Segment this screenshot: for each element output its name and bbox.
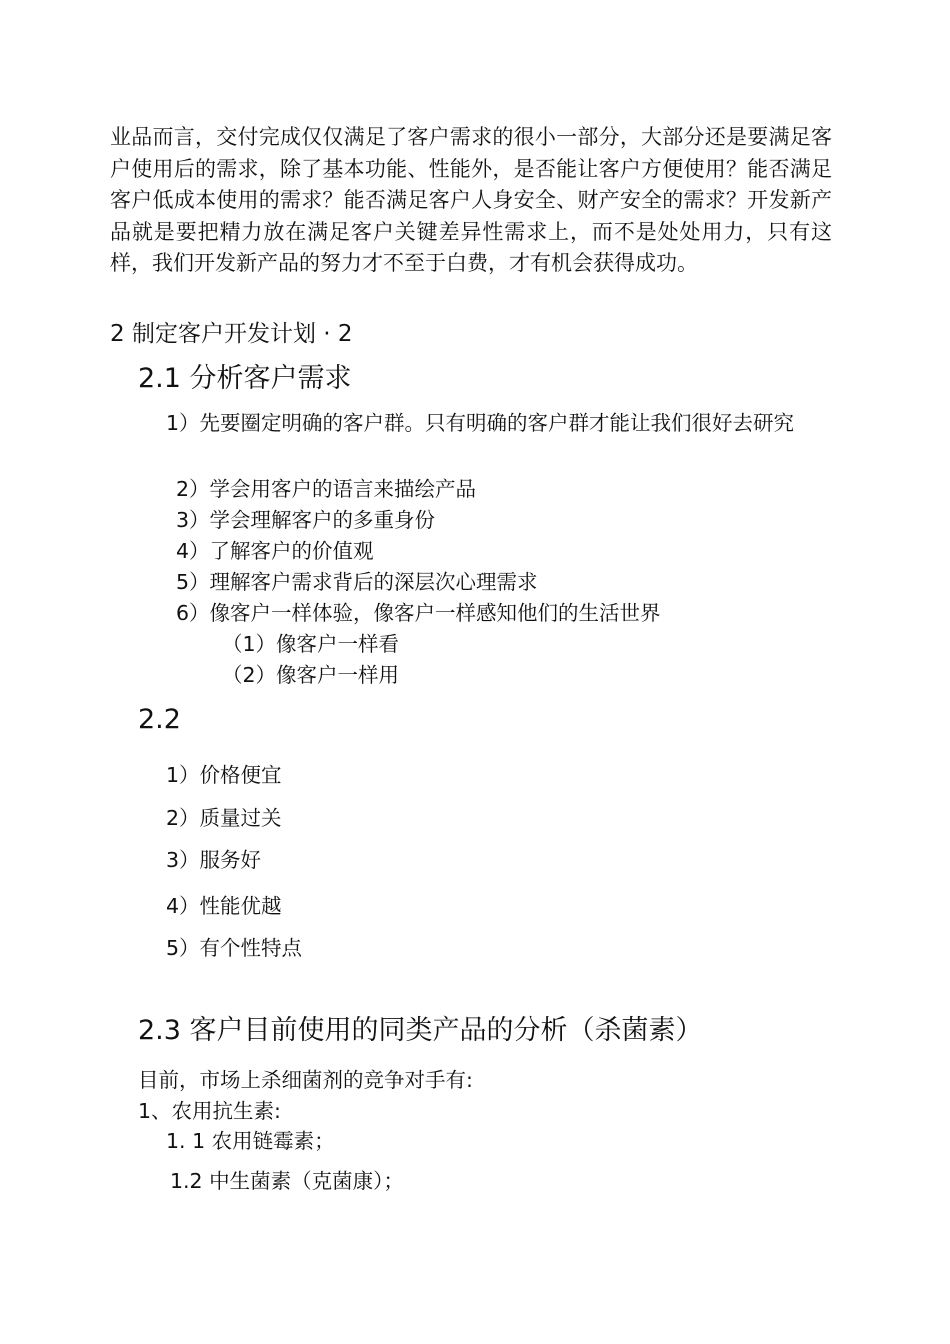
s2-1-item-6: 6）像客户一样体验，像客户一样感知他们的生活世界 (176, 601, 661, 625)
s2-2-item-1: 1）价格便宜 (166, 763, 282, 787)
s2-2-item-4: 4）性能优越 (166, 894, 282, 918)
section-2-heading: 2 制定客户开发计划 · 2 (110, 321, 353, 347)
section-2-1-heading: 2.1 分析客户需求 (138, 363, 352, 394)
s2-1-subitem-1: （1）像客户一样看 (222, 632, 400, 656)
s2-1-item-5: 5）理解客户需求背后的深层次心理需求 (176, 570, 538, 594)
s2-1-item-1: 1）先要圈定明确的客户群。只有明确的客户群才能让我们很好去研究 (166, 411, 795, 435)
s2-3-list-title: 1、农用抗生素: (138, 1099, 281, 1123)
s2-1-subitem-2: （2）像客户一样用 (222, 663, 400, 687)
section-2-3-heading: 2.3 客户目前使用的同类产品的分析（杀菌素） (138, 1015, 703, 1046)
s2-2-item-5: 5）有个性特点 (166, 936, 303, 960)
s2-2-item-3: 3）服务好 (166, 848, 262, 872)
intro-paragraph: 业品而言，交付完成仅仅满足了客户需求的很小一部分，大部分还是要满足客户使用后的需求，除了基本功能、性能外，是否能让客户方便使用？能否满足客户低成本使用的需求？能否满足客户人身安全、财产安全的需求？开发新产品就是要把精力放在满足客户关键差异性需求上，而不是处处用力，只有这样，我们开发新产品的努力才不至于白费，才有机会获得成功。 (110, 125, 832, 275)
s2-1-item-2: 2）学会用客户的语言来描绘产品 (176, 477, 477, 501)
s2-3-intro: 目前，市场上杀细菌剂的竞争对手有: (138, 1068, 473, 1092)
s2-3-item-1: 1. 1 农用链霉素； (166, 1129, 335, 1153)
s2-1-item-3: 3）学会理解客户的多重身份 (176, 508, 436, 532)
s2-2-item-2: 2）质量过关 (166, 806, 282, 830)
section-2-2-heading: 2.2 (138, 704, 181, 735)
s2-3-item-2: 1.2 中生菌素（克菌康）； (170, 1169, 404, 1193)
s2-1-item-4: 4）了解客户的价值观 (176, 539, 374, 563)
